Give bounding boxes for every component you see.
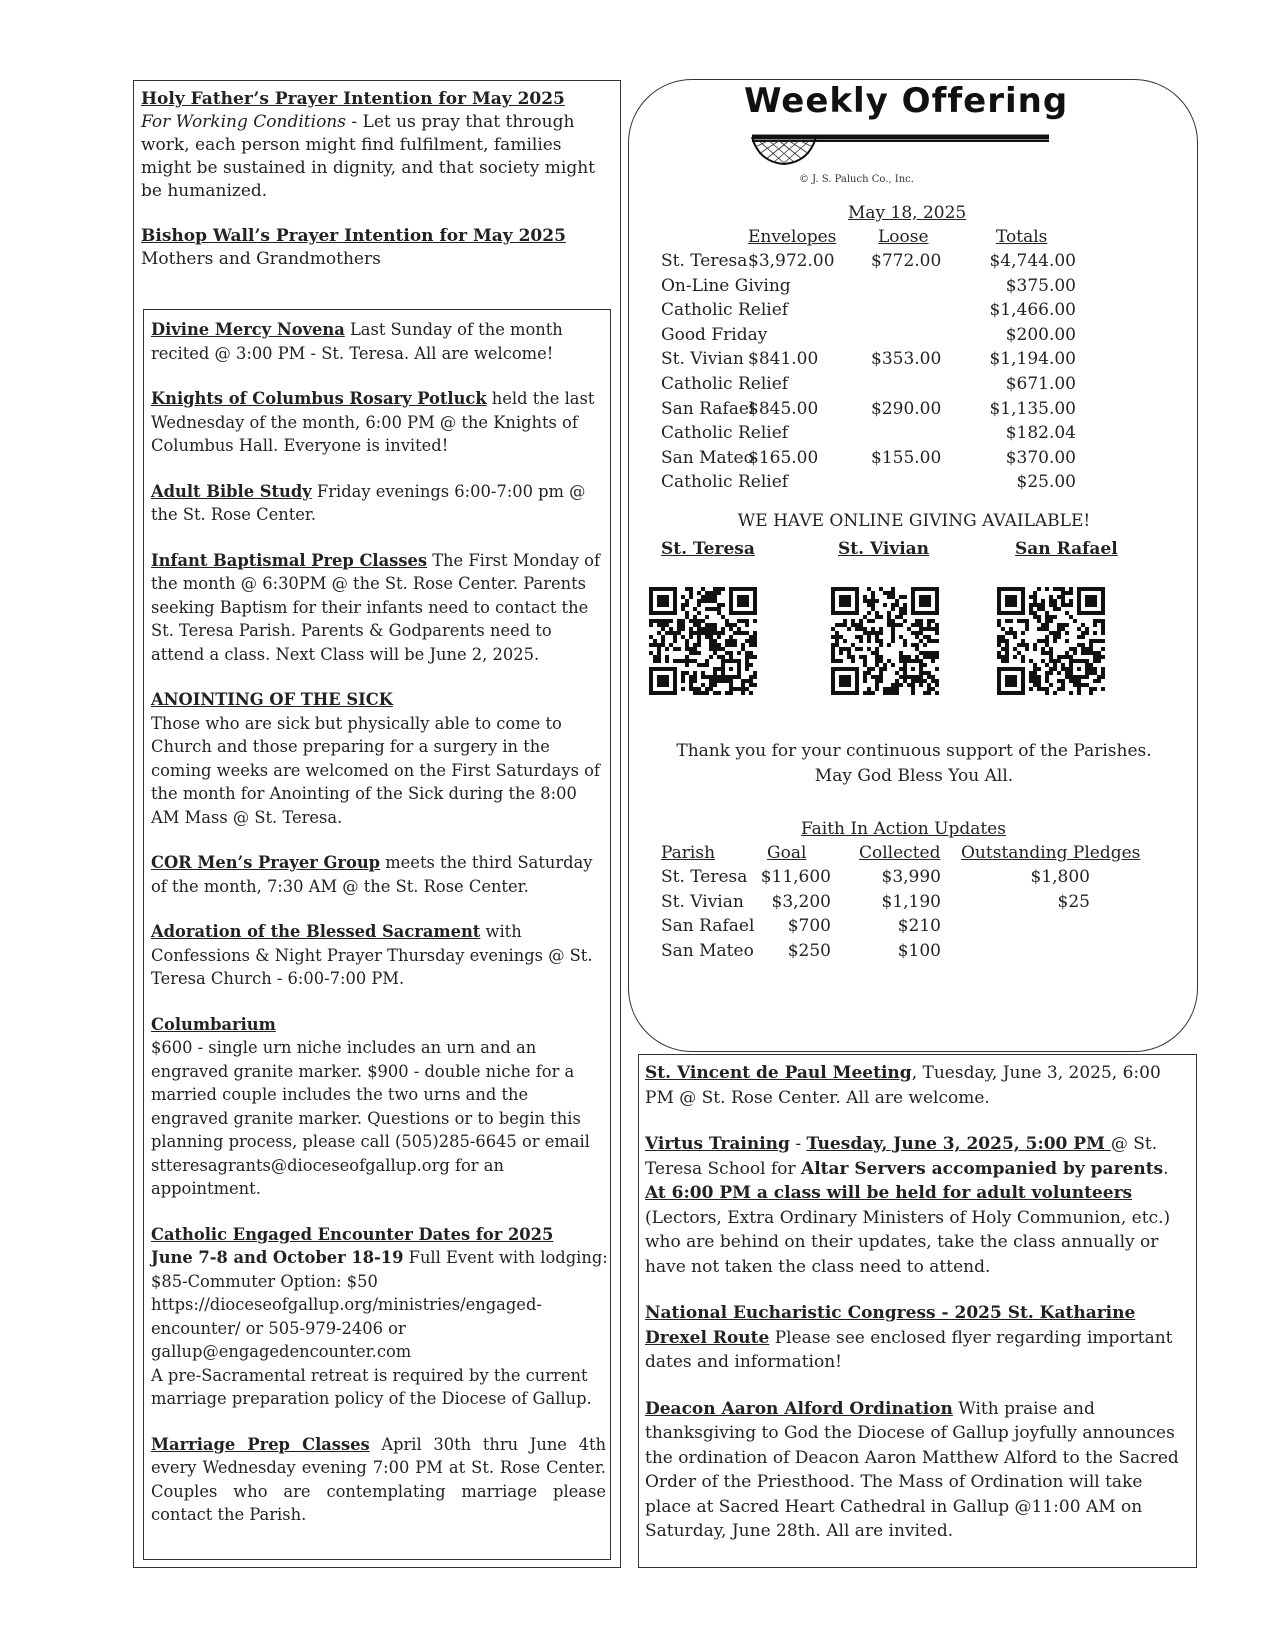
cor-text: meets the third Saturday of the month, 7:30 AM @ the St. Rose Center. <box>151 853 593 896</box>
faith-header-goal: Goal <box>767 843 807 863</box>
faith-title: Faith In Action Updates <box>801 819 1006 839</box>
faith-row-parish: San Rafael <box>661 916 755 937</box>
pope-intention-lead: For Working Conditions <box>141 112 346 132</box>
pope-intention-text: - Let us pray that through work, each person might find fulfilment, families might be sustained in dignity, and that society might be humanized. <box>141 112 595 201</box>
offering-row-loose: $772.00 <box>871 251 942 271</box>
offering-row-envelopes: $841.00 <box>748 349 819 370</box>
engaged-note: A pre-Sacramental retreat is required by the current marriage preparation policy of the Diocese of Gallup. <box>151 1365 592 1408</box>
thanks-line-1: Thank you for your continuous support of the Parishes. <box>676 741 1152 761</box>
event-text: The First Monday of the month @ 6:30PM @ the St. Rose Center. Parents seeking Baptism for their infants need to contact the St. Teresa Parish. Parents & Godparents need to attend a class. Next Class will be June 2, 2025. <box>151 550 600 664</box>
offering-row-name: Catholic Relief <box>661 423 789 444</box>
qr-code-icon[interactable] <box>831 587 939 695</box>
offering-row-total: $1,466.00 <box>989 300 1076 321</box>
faith-row-goal: $11,600 <box>760 867 831 887</box>
engaged-text: Full Event with lodging: $85-Commuter Option: $50 <box>151 1248 608 1291</box>
faith-row-pledges: $1,800 <box>1030 867 1090 887</box>
engaged-title: Catholic Engaged Encounter Dates for 2025 <box>151 1224 554 1244</box>
event-item <box>151 549 610 667</box>
ordination-section <box>645 1397 1190 1544</box>
offering-row-total: $375.00 <box>1005 275 1076 296</box>
marriage-text: April 30th thru June 4th every Wednesday evening 7:00 PM at St. Rose Center. Couples who are contemplating marriage please contact the Parish. <box>151 1434 607 1524</box>
faith-header-pledges: Outstanding Pledges <box>961 843 1141 863</box>
offering-row-name: Catholic Relief <box>661 374 789 394</box>
offering-row-envelopes: $3,972.00 <box>748 251 835 271</box>
bishop-intention <box>141 225 611 271</box>
left-column <box>133 80 621 1568</box>
faith-row-pledges: $25 <box>1057 891 1090 912</box>
offering-row-total: $25.00 <box>1016 472 1076 493</box>
online-giving-heading: WE HAVE ONLINE GIVING AVAILABLE! <box>737 511 1091 531</box>
offering-row-name: San Mateo <box>661 447 754 468</box>
virtus-text: . <box>1163 1158 1169 1179</box>
qr-label-st-vivian: St. Vivian <box>838 539 930 559</box>
virtus-adult-class: At 6:00 PM a class will be held for adult volunteers <box>645 1183 1133 1203</box>
pope-intention <box>141 88 611 203</box>
faith-row-collected: $3,990 <box>881 867 941 887</box>
event-title: Adult Bible Study <box>151 481 312 501</box>
thanks-line-2: May God Bless You All. <box>814 766 1014 786</box>
virtus-text: @ St. Teresa School for <box>645 1134 1158 1179</box>
offering-row-envelopes: $845.00 <box>748 398 819 419</box>
offering-row-name: St. Vivian <box>661 349 744 370</box>
offering-row-name: Catholic Relief <box>661 472 789 493</box>
qr-label-st-teresa: St. Teresa <box>661 539 755 559</box>
offering-row-loose: $353.00 <box>871 349 942 370</box>
ordination-title: Deacon Aaron Alford Ordination <box>645 1398 953 1419</box>
pope-intention-title: Holy Father’s Prayer Intention for May 2025 <box>141 89 565 109</box>
marriage-title: Marriage Prep Classes <box>151 1434 370 1454</box>
net-icon <box>744 132 1054 166</box>
weekly-offering-logo: Weekly Offering <box>744 81 1069 121</box>
offering-row-loose: $290.00 <box>871 398 942 419</box>
offering-row-name: Catholic Relief <box>661 300 789 321</box>
col-header-totals: Totals <box>996 227 1048 247</box>
event-item <box>151 318 610 365</box>
columbarium-title: Columbarium <box>151 1014 276 1034</box>
weekly-offering-box <box>628 79 1198 1052</box>
engaged-contact[interactable]: https://dioceseofgallup.org/ministries/engaged-encounter/ or 505-979-2406 or gallup@engagedencounter.com <box>151 1295 542 1361</box>
offering-row-name: St. Teresa <box>661 251 748 271</box>
offering-date: May 18, 2025 <box>848 203 967 223</box>
virtus-section <box>645 1132 1190 1279</box>
offering-row-total: $182.04 <box>1005 423 1076 444</box>
events-box <box>143 309 611 1560</box>
faith-header-collected: Collected <box>859 843 941 863</box>
virtus-text: (Lectors, Extra Ordinary Ministers of Holy Communion, etc.) who are behind on their updates, take the class annually or have not taken the class need to attend. <box>645 1207 1171 1277</box>
faith-row-goal: $3,200 <box>771 891 831 912</box>
bishop-intention-title: Bishop Wall’s Prayer Intention for May 2025 <box>141 226 566 246</box>
offering-row-envelopes: $165.00 <box>748 447 819 468</box>
qr-code-icon[interactable] <box>649 587 757 695</box>
adoration-section <box>151 920 610 991</box>
engaged-section <box>151 1223 610 1411</box>
event-item <box>151 480 610 527</box>
faith-row-collected: $210 <box>897 916 941 937</box>
adoration-title: Adoration of the Blessed Sacrament <box>151 922 481 941</box>
col-header-envelopes: Envelopes <box>748 227 837 247</box>
col-header-loose: Loose <box>878 227 929 247</box>
qr-label-san-rafael: San Rafael <box>1015 539 1118 559</box>
virtus-date: Tuesday, June 3, 2025, 5:00 PM <box>806 1134 1111 1154</box>
anointing-text: Those who are sick but physically able to come to Church and those preparing for a surgery in the coming weeks are welcomed on the First Saturdays of the month for Anointing of the Sick during the 8:00 AM Mass @ St. Teresa. <box>151 713 600 827</box>
adoration-text: with Confessions & Night Prayer Thursday evenings @ St. Teresa Church - 6:00-7:00 PM. <box>151 922 593 988</box>
columbarium-text: $600 - single urn niche includes an urn and an engraved granite marker. $900 - double niche for a married couple includes the two urns and the engraved granite marker. Questions or to begin this planning process, please call (505)285-6645 or email stteresagrants@dioceseofgallup.org for an appointment. <box>151 1038 590 1198</box>
svdp-text: , Tuesday, June 3, 2025, 6:00 PM @ St. Rose Center. All are welcome. <box>645 1063 1161 1108</box>
offering-row-name: Good Friday <box>661 324 768 345</box>
qr-code-icon[interactable] <box>997 587 1105 695</box>
engaged-dates: June 7-8 and October 18-19 <box>151 1248 404 1267</box>
bishop-intention-text: Mothers and Grandmothers <box>141 249 381 269</box>
faith-header-parish: Parish <box>661 843 716 863</box>
event-text: held the last Wednesday of the month, 6:00 PM @ the Knights of Columbus Hall. Everyone is invited! <box>151 389 595 455</box>
event-text: Last Sunday of the month recited @ 3:00 PM - St. Teresa. All are welcome! <box>151 320 563 363</box>
offering-row-loose: $155.00 <box>871 447 942 468</box>
faith-row-collected: $100 <box>897 940 941 961</box>
virtus-title: Virtus Training <box>645 1134 790 1154</box>
faith-row-goal: $700 <box>787 916 831 937</box>
offering-row-name: San Rafael <box>661 398 755 419</box>
anointing-title: ANOINTING OF THE SICK <box>151 690 393 709</box>
offering-row-total: $1,194.00 <box>989 349 1076 370</box>
congress-title: National Eucharistic Congress - 2025 St. Katharine Drexel Route <box>645 1303 1136 1348</box>
svdp-section <box>645 1061 1190 1110</box>
event-text: Friday evenings 6:00-7:00 pm @ the St. Rose Center. <box>151 481 586 524</box>
congress-section <box>645 1301 1190 1375</box>
congress-text: Please see enclosed flyer regarding important dates and information! <box>645 1327 1173 1372</box>
offering-row-total: $1,135.00 <box>989 398 1076 419</box>
ordination-text: With praise and thanksgiving to God the Diocese of Gallup joyfully announces the ordination of Deacon Aaron Matthew Alford to the Sacred Order of the Priesthood. The Mass of Ordination will take place at Sacred Heart Cathedral in Gallup @11:00 AM on Saturday, June 28th. All are invited. <box>645 1398 1179 1541</box>
prayer-intentions <box>141 88 611 271</box>
virtus-servers: Altar Servers accompanied by parents <box>801 1158 1164 1179</box>
event-title: Infant Baptismal Prep Classes <box>151 550 428 570</box>
offering-row-total: $671.00 <box>1005 374 1076 394</box>
faith-row-collected: $1,190 <box>881 891 941 912</box>
logo-credit: © J. S. Paluch Co., Inc. <box>799 174 914 185</box>
svdp-title: St. Vincent de Paul Meeting <box>645 1063 912 1083</box>
faith-row-parish: St. Vivian <box>661 891 744 912</box>
cor-title: COR Men’s Prayer Group <box>151 853 381 872</box>
faith-row-goal: $250 <box>787 940 831 961</box>
columbarium-section <box>151 1013 610 1201</box>
news-box <box>638 1054 1197 1568</box>
faith-row-parish: San Mateo <box>661 940 754 961</box>
offering-row-name: On-Line Giving <box>661 275 791 296</box>
event-title: Divine Mercy Novena <box>151 320 345 339</box>
marriage-section <box>151 1433 610 1527</box>
offering-row-total: $370.00 <box>1005 447 1076 468</box>
cor-section <box>151 851 610 898</box>
offering-row-total: $200.00 <box>1005 324 1076 345</box>
virtus-sep: - <box>789 1134 807 1154</box>
offering-row-total: $4,744.00 <box>989 251 1076 271</box>
anointing-section <box>151 688 610 829</box>
faith-row-parish: St. Teresa <box>661 867 748 887</box>
event-item <box>151 387 610 458</box>
event-title: Knights of Columbus Rosary Potluck <box>151 389 487 408</box>
